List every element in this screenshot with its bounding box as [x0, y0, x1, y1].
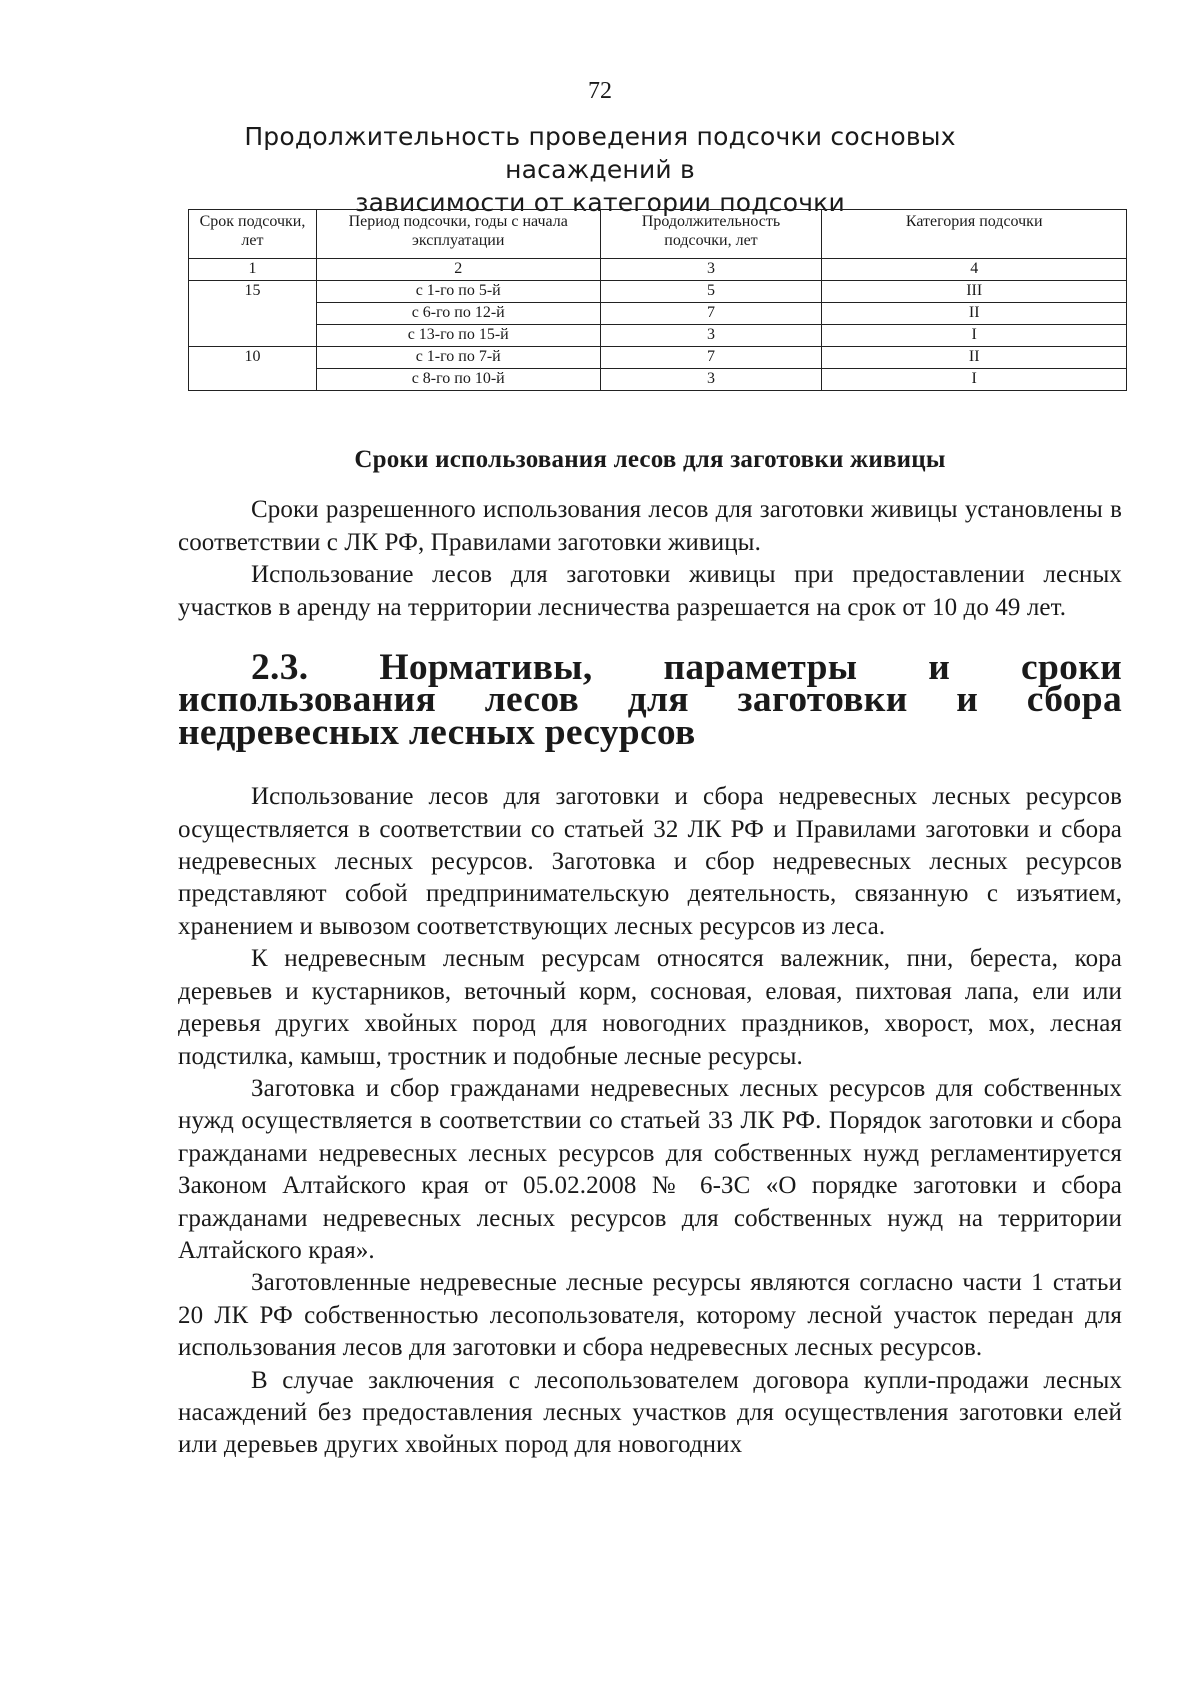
- cell-category: II: [822, 347, 1127, 369]
- cell-duration: 3: [600, 325, 822, 347]
- paragraph: Использование лесов для заготовки живицы при предоставлении лесных участков в аренду на территории лесничества разрешается на срок от 10 до 49 лет.: [178, 561, 1122, 621]
- cell-term: 10: [189, 347, 317, 369]
- table-row: [189, 369, 1127, 391]
- cell-duration: 5: [600, 281, 822, 303]
- column-number: 1: [189, 259, 317, 281]
- cell-term: [189, 303, 317, 325]
- table-caption: [200, 120, 1000, 219]
- table-header-row: [189, 210, 1127, 259]
- table-row: [189, 281, 1127, 303]
- header-duration-line-1: Продолжительность: [641, 213, 781, 230]
- document-body: [178, 444, 1122, 1462]
- column-number-row: [189, 259, 1127, 281]
- cell-duration: 3: [600, 369, 822, 391]
- table-caption-line-1: Продолжительность проведения подсочки сосновых насаждений в: [244, 122, 956, 184]
- section-heading-non-timber: 2.3. Нормативы, параметры и сроки использования лесов для заготовки и сбора недревесных лесных ресурсов: [178, 647, 1122, 753]
- header-duration-line-2: подсочки, лет: [664, 232, 758, 249]
- paragraph: Заготовка и сбор гражданами недревесных лесных ресурсов для собственных нужд осуществляется в соответствии со статьей 33 ЛК РФ. Порядок заготовки и сбора гражданами недревесных лесных ресурсов для собственных нужд регламентируется Законом Алтайского края от 05.02.2008 № 6-ЗС «О порядке заготовки и сбора гражданами недревесных лесных ресурсов для собственных нужд на территории Алтайского края».: [178, 1074, 1122, 1264]
- column-number: 4: [822, 259, 1127, 281]
- table-row: [189, 303, 1127, 325]
- paragraph: Использование лесов для заготовки и сбора недревесных лесных ресурсов осуществляется в соответствии со статьей 32 ЛК РФ и Правилами заготовки и сбора недревесных лесных ресурсов. Заготовка и сбор недревесных лесных ресурсов представляют собой предпринимательскую деятельность, связанную с изъятием, хранением и вывозом соответствующих лесных ресурсов из леса.: [178, 783, 1122, 940]
- cell-term: [189, 325, 317, 347]
- cell-term: [189, 369, 317, 391]
- cell-category: I: [822, 325, 1127, 347]
- header-period-line-1: Период подсочки, годы с начала: [348, 213, 568, 230]
- header-category: [822, 210, 1127, 259]
- section-heading-resin: Сроки использования лесов для заготовки живицы: [354, 446, 946, 473]
- cell-category: I: [822, 369, 1127, 391]
- table-caption-line-2: зависимости от категории подсочки: [355, 188, 845, 217]
- cell-category: III: [822, 281, 1127, 303]
- paragraph: Заготовленные недревесные лесные ресурсы являются согласно части 1 статьи 20 ЛК РФ собственностью лесопользователя, которому лесной участок передан для использования лесов для заготовки и сбора недревесных лесных ресурсов.: [178, 1269, 1122, 1362]
- cell-period: с 1-го по 7-й: [316, 347, 600, 369]
- header-period-line-2: эксплуатации: [412, 232, 505, 249]
- paragraph: В случае заключения с лесопользователем договора купли-продажи лесных насаждений без предоставления лесных участков для осуществления заготовки елей или деревьев других хвойных пород для новогодних: [178, 1366, 1122, 1459]
- cell-category: II: [822, 303, 1127, 325]
- header-category-line-1: Категория подсочки: [905, 213, 1043, 230]
- header-term-line-1: Срок подсочки,: [199, 213, 306, 230]
- tapping-duration-table: [188, 209, 1127, 391]
- cell-period: с 13-го по 15-й: [316, 325, 600, 347]
- paragraph: К недревесным лесным ресурсам относятся валежник, пни, береста, кора деревьев и кустарников, веточный корм, сосновая, еловая, пихтовая лапа, ели или деревья других хвойных пород для новогодних праздников, хворост, мох, лесная подстилка, камыш, тростник и подобные лесные ресурсы.: [178, 945, 1122, 1070]
- header-term: [189, 210, 317, 259]
- table-row: [189, 325, 1127, 347]
- header-term-line-2: лет: [241, 232, 264, 249]
- column-number: 2: [316, 259, 600, 281]
- header-duration: [600, 210, 822, 259]
- cell-period: с 1-го по 5-й: [316, 281, 600, 303]
- header-period: [316, 210, 600, 259]
- page-number: 72: [588, 78, 612, 104]
- cell-period: с 6-го по 12-й: [316, 303, 600, 325]
- cell-term: 15: [189, 281, 317, 303]
- paragraph: Сроки разрешенного использования лесов для заготовки живицы установлены в соответствии с ЛК РФ, Правилами заготовки живицы.: [178, 496, 1122, 556]
- cell-duration: 7: [600, 303, 822, 325]
- cell-duration: 7: [600, 347, 822, 369]
- table-row: [189, 347, 1127, 369]
- cell-period: с 8-го по 10-й: [316, 369, 600, 391]
- column-number: 3: [600, 259, 822, 281]
